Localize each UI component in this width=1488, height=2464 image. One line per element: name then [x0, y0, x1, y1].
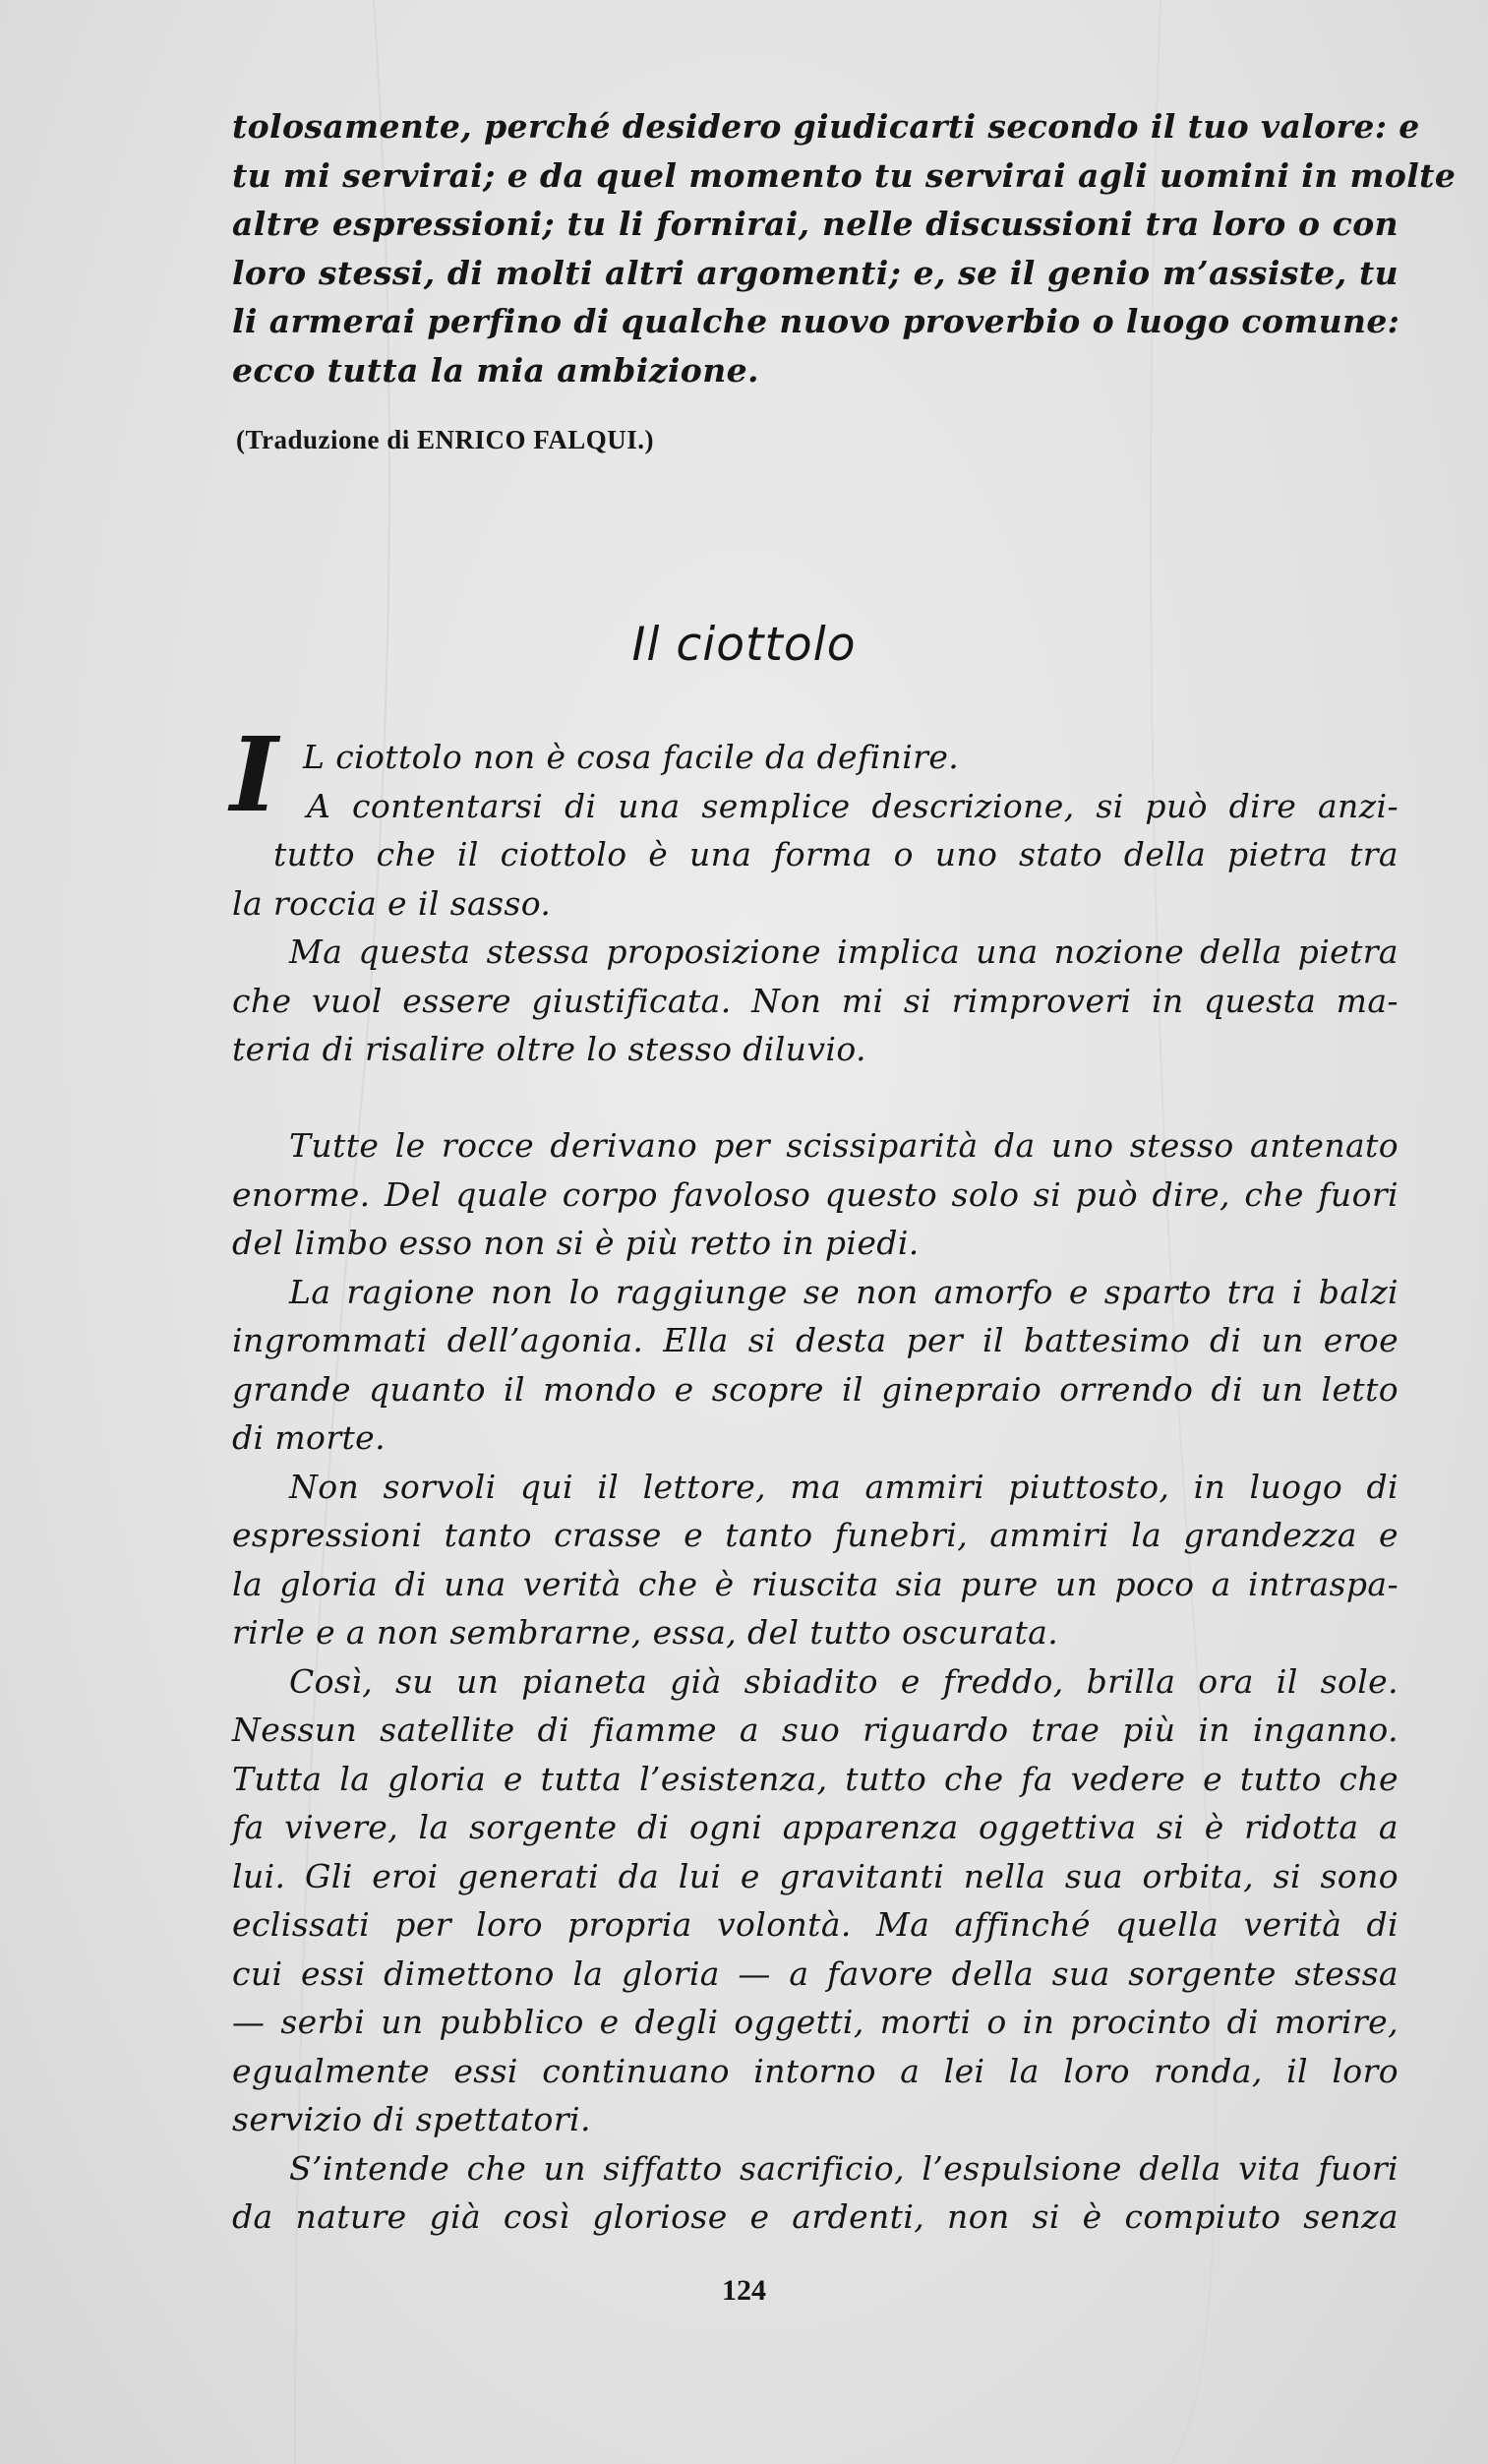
text-line: teria di risalire oltre lo stesso diluvio.	[232, 1030, 866, 1068]
text-line: ingrommati dell’agonia. Ella si desta per il battesimo di un eroe	[232, 1321, 1399, 1359]
text-line: S’intende che un siffatto sacrificio, l’espulsione della vita fuori	[289, 2148, 1399, 2188]
text-line: tu mi servirai; e da quel momento tu servirai agli uomini in molte	[232, 155, 1457, 195]
text-line: — serbi un pubblico e degli oggetti, morti o in procinto di morire,	[232, 2003, 1399, 2041]
chapter-title: Il ciottolo	[631, 618, 857, 672]
text-line: grande quanto il mondo e scopre il ginepraio orrendo di un letto	[232, 1369, 1399, 1409]
translation-credit: (Traduzione di ENRICO FALQUI.)	[236, 425, 655, 454]
text-line: di morte.	[232, 1418, 386, 1457]
continued-paragraph	[232, 102, 1457, 394]
text-line: la gloria di una verità che è riuscita sia pure un poco a intraspa-	[232, 1564, 1399, 1603]
section-two	[232, 1121, 1399, 2242]
text-line: Nessun satellite di fiamme a suo riguardo trae più in inganno.	[232, 1711, 1399, 1749]
text-line: del limbo esso non si è più retto in piedi.	[232, 1224, 920, 1262]
text-line: espressioni tanto crasse e tanto funebri, ammiri la grandezza e	[232, 1516, 1399, 1554]
text-line: la roccia e il sasso.	[232, 883, 552, 923]
text-line: L ciottolo non è cosa facile da definire.	[303, 738, 960, 776]
text-line: li armerai perfino di qualche nuovo proverbio o luogo comune:	[232, 302, 1400, 340]
text-line: eclissati per loro propria volontà. Ma affinché quella verità di	[232, 1905, 1399, 1944]
text-line: loro stessi, di molti altri argomenti; e, se il genio m’assiste, tu	[232, 253, 1399, 292]
page-number: 124	[722, 2274, 766, 2307]
text-line: rirle e a non sembrarne, essa, del tutto oscurata.	[232, 1613, 1059, 1652]
text-line: egualmente essi continuano intorno a lei la loro ronda, il loro	[232, 2051, 1399, 2090]
text-line: che vuol essere giustificata. Non mi si rimproveri in questa ma-	[232, 981, 1399, 1020]
text-line: enorme. Del quale corpo favoloso questo solo si può dire, che fuori	[232, 1174, 1399, 1214]
text-line: altre espressioni; tu li fornirai, nelle discussioni tra loro o con	[232, 205, 1399, 243]
text-line: Non sorvoli qui il lettore, ma ammiri piuttosto, in luogo di	[289, 1467, 1399, 1506]
text-line: lui. Gli eroi generati da lui e gravitanti nella sua orbita, si sono	[232, 1856, 1399, 1895]
text-line: ecco tutta la mia ambizione.	[232, 350, 759, 390]
drop-cap: I	[230, 714, 278, 835]
text-line: Così, su un pianeta già sbiadito e freddo, brilla ora il sole.	[289, 1661, 1399, 1701]
text-line: A contentarsi di una semplice descrizione, si può dire anzi-	[307, 786, 1399, 825]
text-line: servizio di spettatori.	[232, 2100, 591, 2138]
text-line: tolosamente, perché desidero giudicarti secondo il tuo valore: e	[232, 107, 1420, 146]
text-line: cui essi dimettono la gloria — a favore della sua sorgente stessa	[232, 1953, 1399, 1993]
section-one	[232, 733, 1399, 1074]
text-line: La ragione non lo raggiunge se non amorfo e sparto tra i balzi	[289, 1272, 1399, 1311]
text-line: da nature già così gloriose e ardenti, non si è compiuto senza	[232, 2197, 1399, 2236]
text-line: Tutte le rocce derivano per scissiparità da uno stesso antenato	[289, 1126, 1399, 1165]
text-line: Ma questa stessa proposizione implica una nozione della pietra	[289, 932, 1399, 971]
text-line: tutto che il ciottolo è una forma o uno stato della pietra tra	[273, 835, 1399, 873]
text-line: Tutta la gloria e tutta l’esistenza, tutto che fa vedere e tutto che	[232, 1759, 1399, 1798]
text-line: fa vivere, la sorgente di ogni apparenza oggettiva si è ridotta a	[232, 1808, 1399, 1846]
